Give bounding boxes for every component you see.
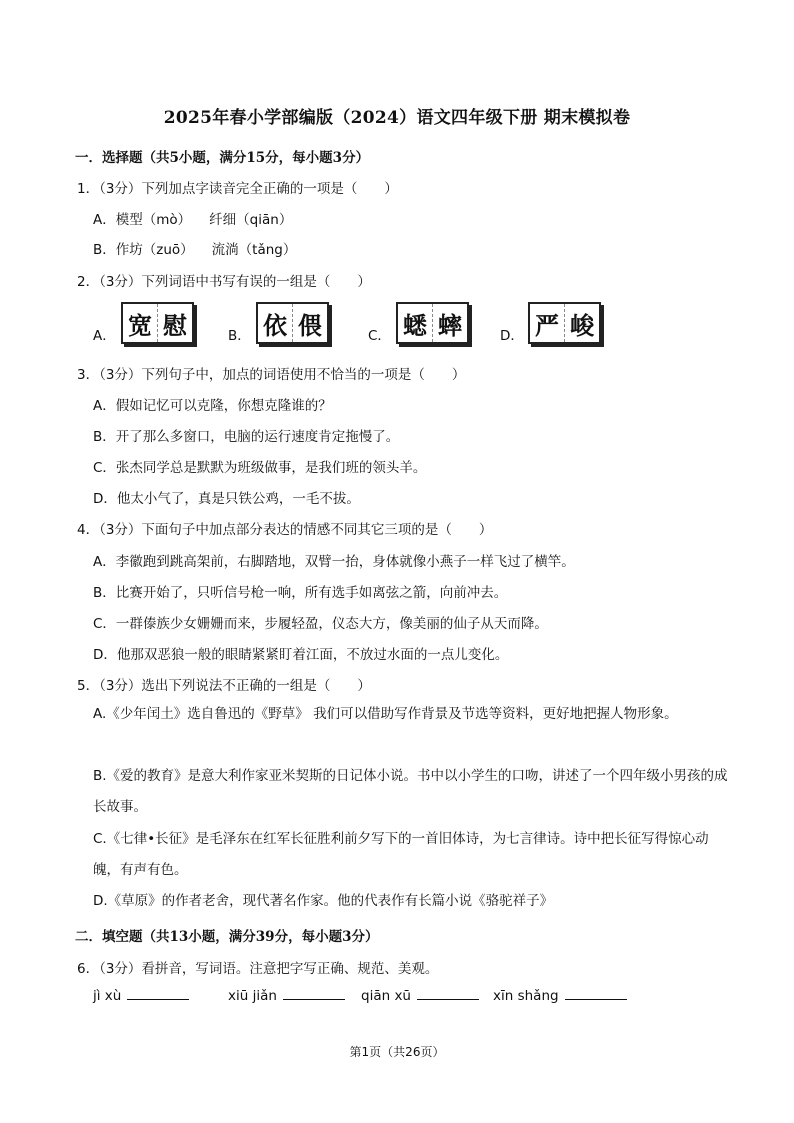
pinyin-item — [493, 988, 627, 1004]
question-3-option-a: A．假如记忆可以克隆，你想克隆谁的？ — [93, 398, 332, 414]
answer-blank[interactable] — [283, 999, 345, 1000]
pinyin-item — [361, 988, 479, 1004]
character-cell: 偎 — [292, 304, 327, 342]
character-box — [121, 302, 194, 344]
question-1-stem: 1．（3分）下列加点字读音完全正确的一项是（ ） — [77, 181, 398, 197]
option-word-2: 流淌（tǎng） — [211, 242, 297, 258]
option-letter: A． — [93, 328, 116, 344]
character-box — [528, 302, 601, 344]
pinyin-text: xīn shǎng — [493, 988, 559, 1004]
pinyin-item — [228, 988, 345, 1004]
page-footer: 第1页（共26页） — [349, 1045, 445, 1059]
question-4-option-c: C．一群傣族少女姗姗而来，步履轻盈，仪态大方，像美丽的仙子从天而降。 — [93, 616, 548, 632]
option-letter: C． — [368, 328, 391, 344]
character-cell: 宽 — [128, 310, 152, 340]
character-box — [256, 302, 329, 344]
character-cell: 蟋 — [403, 310, 427, 340]
pinyin-text: jì xù — [93, 988, 122, 1004]
question-4-stem: 4．（3分）下面句子中加点部分表达的情感不同其它三项的是（ ） — [77, 522, 493, 538]
answer-blank[interactable] — [417, 999, 479, 1000]
option-letter: B． — [93, 242, 116, 258]
question-1-option-b — [93, 238, 296, 258]
section-heading-fill: 二．填空题（共13小题，满分39分，每小题3分） — [75, 929, 379, 945]
question-5-option-d: D.《草原》的作者老舍，现代著名作家。他的代表作有长篇小说《骆驼祥子》 — [93, 893, 554, 909]
question-2-image-options — [93, 302, 713, 346]
question-5-option-c: C.《七律•长征》是毛泽东在红军长征胜利前夕写下的一首旧体诗，为七言律诗。诗中把长征写得惊心动魄，有声有色。 — [93, 831, 709, 878]
question-4-option-a: A．李徽跑到跳高架前，右脚踏地，双臂一抬，身体就像小燕子一样飞过了横竿。 — [93, 554, 575, 570]
question-4-option-d: D．他那双恶狼一般的眼睛紧紧盯着江面，不放过水面的一点儿变化。 — [93, 647, 509, 663]
question-4-option-b: B．比赛开始了，只听信号枪一响，所有选手如离弦之箭，向前冲去。 — [93, 585, 508, 601]
character-cell: 峻 — [564, 304, 599, 342]
option-letter: B． — [228, 328, 251, 344]
pinyin-item — [93, 988, 189, 1004]
question-3-option-c: C．张杰同学总是默默为班级做事，是我们班的领头羊。 — [93, 460, 427, 476]
question-1-option-a — [93, 208, 292, 228]
question-5-stem: 5．（3分）选出下列说法不正确的一组是（ ） — [77, 678, 371, 694]
option-letter: A． — [93, 212, 116, 228]
page-title: 2025年春小学部编版（2024）语文四年级下册 期末模拟卷 — [163, 108, 631, 128]
option-word-2: 纤细（qiān） — [209, 212, 293, 228]
option-word-1: 模型（mò） — [115, 212, 192, 228]
character-box — [396, 302, 469, 344]
question-3-option-b: B．开了那么多窗口，电脑的运行速度肯定拖慢了。 — [93, 429, 400, 445]
question-5-option-b: B.《爱的教育》是意大利作家亚米契斯的日记体小说。书中以小学生的口吻，讲述了一个四年级小男孩的成长故事。 — [93, 768, 728, 815]
character-cell: 严 — [535, 310, 559, 340]
question-5-option-a: A.《少年闰土》选自鲁迅的《野草》 我们可以借助写作背景及节选等资料，更好地把握人物形象。 — [93, 706, 678, 722]
character-cell: 慰 — [157, 304, 192, 342]
question-3-option-d: D．他太小气了，真是只铁公鸡，一毛不拔。 — [93, 491, 360, 507]
option-letter: D． — [500, 328, 524, 344]
question-6-stem: 6．（3分）看拼音，写词语。注意把字写正确、规范、美观。 — [77, 961, 439, 977]
character-cell: 依 — [263, 310, 287, 340]
option-word-1: 作坊（zuō） — [115, 242, 194, 258]
pinyin-text: xiū jiǎn — [228, 988, 277, 1004]
question-3-stem: 3．（3分）下列句子中，加点的词语使用不恰当的一项是（ ） — [77, 367, 466, 383]
answer-blank[interactable] — [565, 999, 627, 1000]
section-heading-choice: 一．选择题（共5小题，满分15分，每小题3分） — [75, 150, 370, 166]
character-cell: 蟀 — [432, 304, 467, 342]
answer-blank[interactable] — [127, 999, 189, 1000]
pinyin-text: qiān xū — [361, 988, 411, 1004]
question-2-stem: 2．（3分）下列词语中书写有误的一组是（ ） — [77, 274, 371, 290]
